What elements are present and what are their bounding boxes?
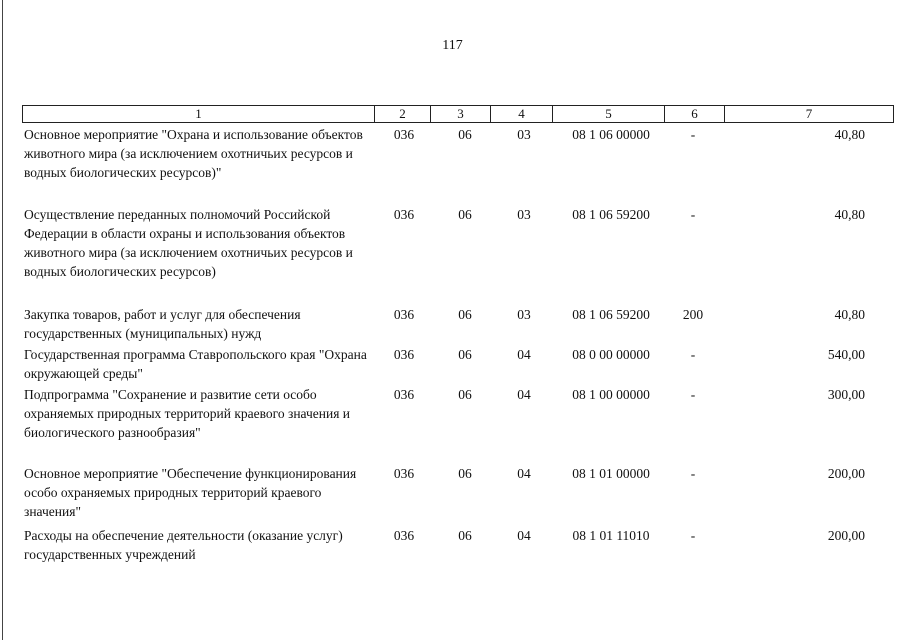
row-subsection-code: 04 [517, 347, 531, 362]
header-col-6: 6 [665, 106, 725, 122]
row-expense-type: - [690, 387, 696, 402]
row-amount: 200,00 [827, 466, 865, 481]
header-col-4: 4 [491, 106, 553, 122]
row-target-code: 08 1 01 00000 [572, 466, 650, 481]
row-section-code: 06 [458, 528, 472, 543]
row-section-code: 06 [458, 466, 472, 481]
row-amount: 40,80 [834, 127, 865, 142]
row-section-code: 06 [458, 207, 472, 222]
row-subsection-code: 03 [517, 207, 531, 222]
row-dept-code: 036 [393, 207, 415, 222]
row-name: Расходы на обеспечение деятельности (оказание услуг) государственных учреждений [24, 528, 343, 562]
page-left-edge-line [2, 0, 3, 640]
row-target-code: 08 1 06 59200 [572, 307, 650, 322]
row-expense-type: - [690, 528, 696, 543]
row-dept-code: 036 [393, 466, 415, 481]
row-section-code: 06 [458, 347, 472, 362]
row-expense-type: - [690, 347, 696, 362]
row-target-code: 08 0 00 00000 [572, 347, 650, 362]
row-name: Подпрограмма "Сохранение и развитие сети особо охраняемых природных территорий краевого значения и биологического разнообразия" [24, 387, 351, 440]
row-dept-code: 036 [393, 387, 415, 402]
header-col-2: 2 [375, 106, 431, 122]
row-subsection-code: 03 [517, 127, 531, 142]
row-dept-code: 036 [393, 347, 415, 362]
row-name: Осуществление переданных полномочий Российской Федерации в области охраны и использования объектов животного мира (за исключением охотничьих ресурсов и водных биологических ресурсов) [24, 207, 353, 279]
row-subsection-code: 04 [517, 387, 531, 402]
row-dept-code: 036 [393, 127, 415, 142]
row-name: Государственная программа Ставропольского края "Охрана окружающей среды" [24, 347, 367, 381]
header-col-7: 7 [805, 106, 813, 121]
header-col-5: 5 [553, 106, 665, 122]
row-amount: 540,00 [827, 347, 865, 362]
row-section-code: 06 [458, 127, 472, 142]
row-target-code: 08 1 06 00000 [572, 127, 650, 142]
row-expense-type: 200 [682, 307, 704, 322]
row-name: Основное мероприятие "Охрана и использование объектов животного мира (за исключением охотничьих ресурсов и водных биологических ресурсов)" [24, 127, 363, 180]
row-target-code: 08 1 06 59200 [572, 207, 650, 222]
row-subsection-code: 03 [517, 307, 531, 322]
row-amount: 300,00 [827, 387, 865, 402]
row-expense-type: - [690, 127, 696, 142]
row-section-code: 06 [458, 307, 472, 322]
row-amount: 40,80 [834, 307, 865, 322]
row-dept-code: 036 [393, 528, 415, 543]
row-subsection-code: 04 [517, 466, 531, 481]
row-amount: 200,00 [827, 528, 865, 543]
page-number: 117 [442, 38, 463, 53]
row-target-code: 08 1 00 00000 [572, 387, 650, 402]
row-target-code: 08 1 01 11010 [572, 528, 650, 543]
row-dept-code: 036 [393, 307, 415, 322]
header-col-1: 1 [23, 106, 375, 122]
row-subsection-code: 04 [517, 528, 531, 543]
header-col-3: 3 [431, 106, 491, 122]
row-section-code: 06 [458, 387, 472, 402]
row-name: Основное мероприятие "Обеспечение функционирования особо охраняемых природных территорий краевого значения" [24, 466, 357, 519]
row-expense-type: - [690, 466, 696, 481]
row-name: Закупка товаров, работ и услуг для обеспечения государственных (муниципальных) нужд [24, 307, 301, 341]
table-header [22, 105, 894, 123]
row-expense-type: - [690, 207, 696, 222]
row-amount: 40,80 [834, 207, 865, 222]
